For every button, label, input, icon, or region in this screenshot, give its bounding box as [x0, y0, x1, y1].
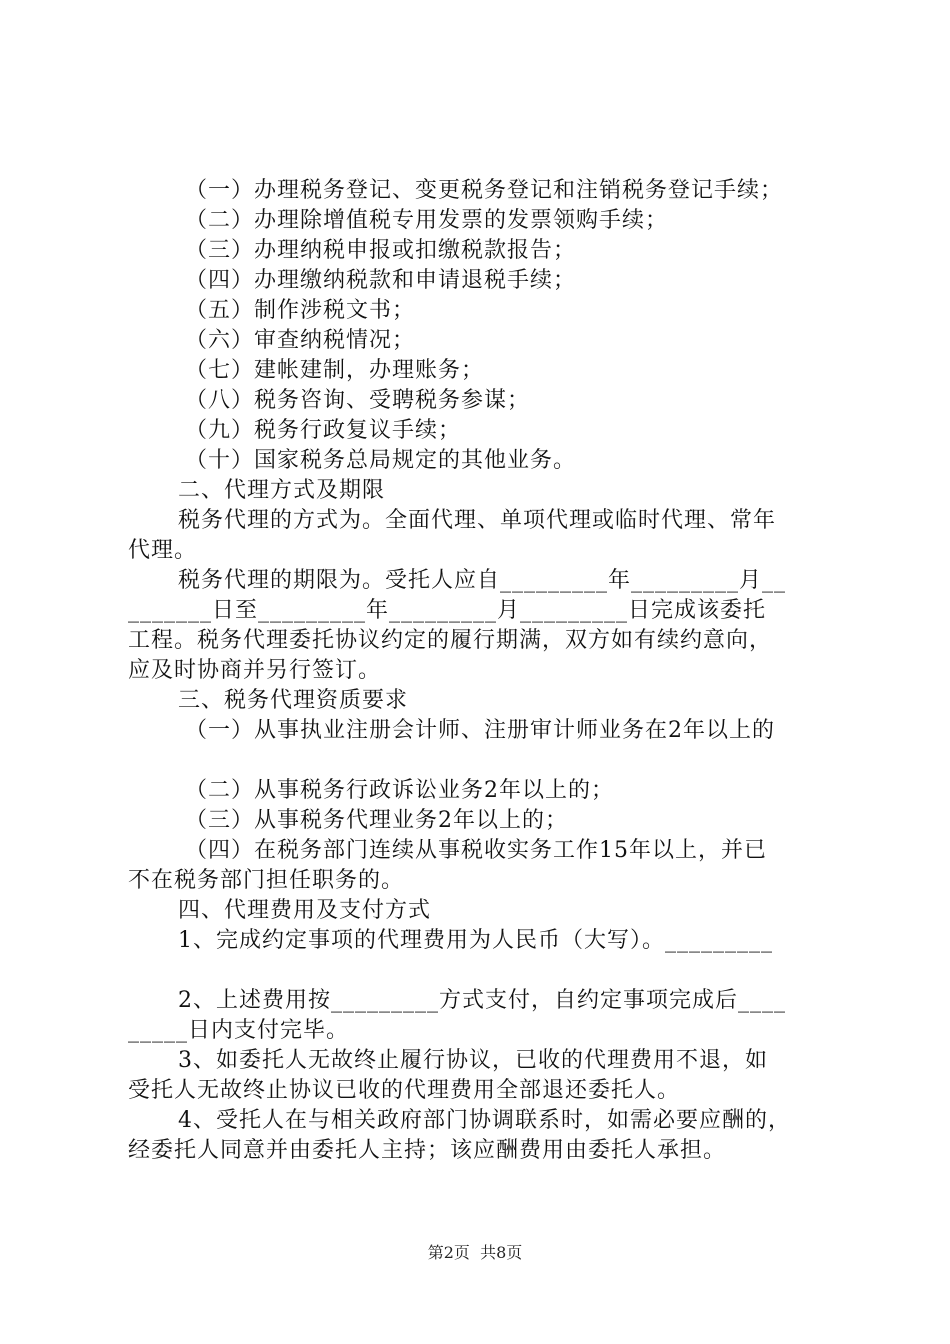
text-line: 应及时协商并另行签订。 — [128, 658, 382, 683]
page-footer — [0, 1243, 950, 1263]
text-line: 经委托人同意并由委托人主持；该应酬费用由委托人承担。 — [128, 1138, 727, 1163]
text-line: 2、上述费用按_________方式支付，自约定事项完成后____ — [178, 988, 786, 1013]
text-line: （三）办理纳税申报或扣缴税款报告； — [185, 238, 577, 263]
text-line: （四）在税务部门连续从事税收实务工作15年以上，并已 — [185, 838, 767, 863]
text-line: （七）建帐建制，办理账务； — [185, 358, 485, 383]
section-heading: 二、代理方式及期限 — [178, 478, 386, 503]
section-heading: 四、代理费用及支付方式 — [178, 898, 432, 923]
blank-line — [128, 956, 833, 986]
text-line: （五）制作涉税文书； — [185, 298, 416, 323]
text-line: 不在税务部门担任职务的。 — [128, 868, 405, 893]
text-line: 4、受托人在与相关政府部门协调联系时，如需必要应酬的， — [178, 1108, 791, 1133]
text-line: 工程。税务代理委托协议约定的履行期满，双方如有续约意向， — [128, 628, 773, 653]
text-line: _______日至_________年_________月_________日完成该委托 — [128, 598, 767, 623]
text-line: （三）从事税务代理业务2年以上的； — [185, 808, 568, 833]
text-line: （二）办理除增值税专用发票的发票领购手续； — [185, 208, 669, 233]
text-line: 代理。 — [128, 538, 198, 563]
text-line: （四）办理缴纳税款和申请退税手续； — [185, 268, 577, 293]
section-heading: 三、税务代理资质要求 — [178, 688, 409, 713]
text-line: 受托人无故终止协议已收的代理费用全部退还委托人。 — [128, 1078, 681, 1103]
text-line: 税务代理的方式为。全面代理、单项代理或临时代理、常年 — [178, 508, 777, 533]
text-line: （六）审查纳税情况； — [185, 328, 416, 353]
text-line: _____日内支付完毕。 — [128, 1018, 350, 1043]
text-line: 3、如委托人无故终止履行协议，已收的代理费用不退，如 — [178, 1048, 768, 1073]
text-line: （一）办理税务登记、变更税务登记和注销税务登记手续； — [185, 178, 784, 203]
text-line: 1、完成约定事项的代理费用为人民币（大写）。_________ — [178, 928, 773, 953]
blank-line — [128, 746, 833, 776]
document-body — [128, 176, 833, 1166]
text-line: 税务代理的期限为。受托人应自_________年_________月__ — [178, 568, 787, 593]
text-line: （九）税务行政复议手续； — [185, 418, 462, 443]
text-line: （一）从事执业注册会计师、注册审计师业务在2年以上的 — [185, 718, 775, 743]
text-line: （二）从事税务行政诉讼业务2年以上的； — [185, 778, 614, 803]
text-line: （八）税务咨询、受聘税务参谋； — [185, 388, 531, 413]
text-line: （十）国家税务总局规定的其他业务。 — [185, 448, 577, 473]
page-number: 第2页 共8页 — [427, 1243, 523, 1262]
